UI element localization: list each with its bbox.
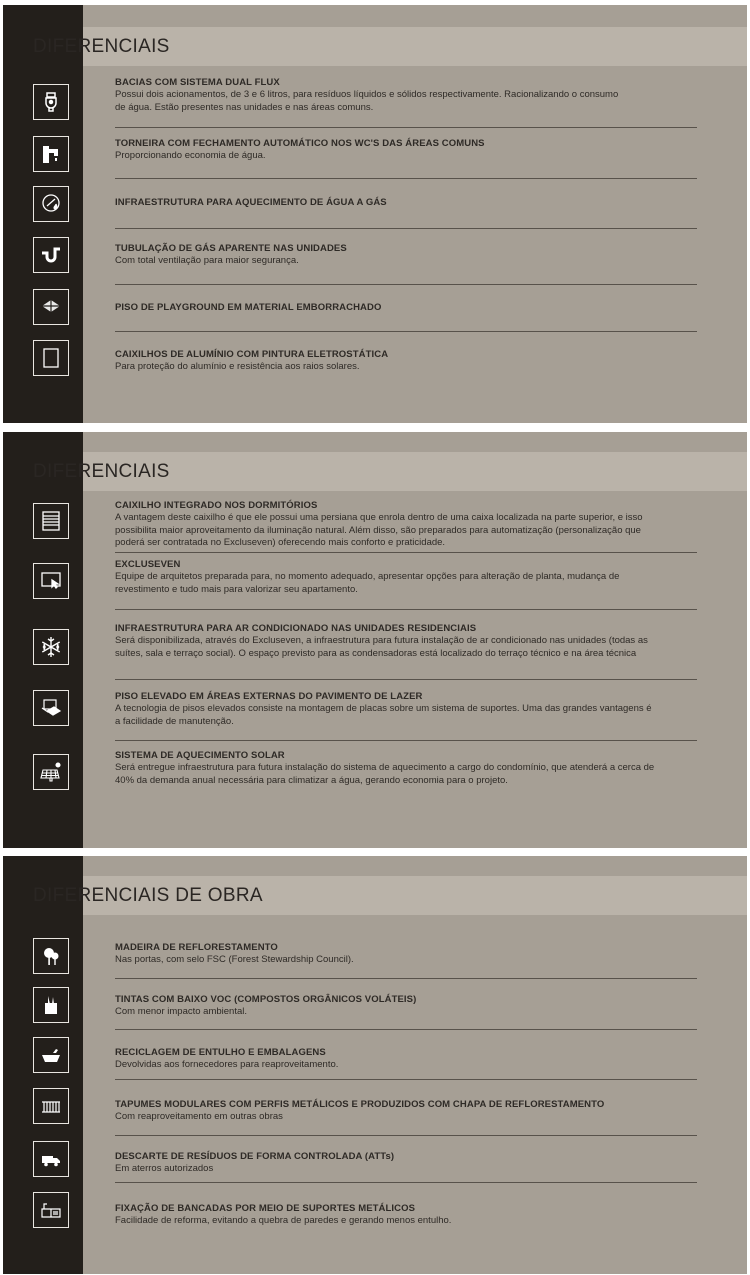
item-title: PISO DE PLAYGROUND EM MATERIAL EMBORRACHADO bbox=[115, 302, 382, 313]
item-desc-line: suítes, sala e terraço social). O espaço previsto para as condensadoras está localizado do terraço técnico e na área técnica bbox=[115, 647, 637, 659]
item-title: TAPUMES MODULARES COM PERFIS METÁLICOS E PRODUZIDOS COM CHAPA DE REFLORESTAMENTO bbox=[115, 1099, 605, 1110]
item-desc-line: Facilidade de reforma, evitando a quebra de paredes e gerando menos entulho. bbox=[115, 1215, 452, 1226]
snowflake-icon bbox=[33, 629, 69, 665]
item-title: PISO ELEVADO EM ÁREAS EXTERNAS DO PAVIMENTO DE LAZER bbox=[115, 691, 423, 702]
divider bbox=[115, 740, 697, 741]
paint-brush-icon bbox=[33, 987, 69, 1023]
divider bbox=[115, 978, 697, 979]
countertop-icon bbox=[33, 1192, 69, 1228]
solar-panel-icon bbox=[33, 754, 69, 790]
playground-floor-icon bbox=[33, 289, 69, 325]
divider bbox=[115, 331, 697, 332]
list-item bbox=[115, 942, 697, 967]
item-desc-line: Em aterros autorizados bbox=[115, 1163, 214, 1174]
item-desc-line: Equipe de arquitetos preparada para, no momento adequado, apresentar opções para alteração de planta, mudança de bbox=[115, 571, 620, 582]
item-title: CAIXILHOS DE ALUMÍNIO COM PINTURA ELETROSTÁTICA bbox=[115, 349, 389, 360]
window-frame-icon bbox=[33, 340, 69, 376]
section-title: DIFERENCIAIS DE OBRA bbox=[33, 885, 263, 906]
item-title: FIXAÇÃO DE BANCADAS POR MEIO DE SUPORTES METÁLICOS bbox=[115, 1203, 416, 1214]
item-title: INFRAESTRUTURA PARA AQUECIMENTO DE ÁGUA A GÁS bbox=[115, 197, 387, 208]
item-desc-line: Será entregue infraestrutura para futura instalação do sistema de aquecimento a cargo do condomínio, que atenderá a cerca de bbox=[115, 762, 655, 773]
item-desc-line: de água. Estão presentes nas unidades e nas áreas comuns. bbox=[115, 101, 374, 113]
blind-window-icon bbox=[33, 503, 69, 539]
list-item bbox=[115, 197, 697, 209]
item-title: MADEIRA DE REFLORESTAMENTO bbox=[115, 942, 278, 953]
section-title: DIFERENCIAIS bbox=[33, 36, 170, 57]
divider bbox=[115, 1029, 697, 1030]
item-title: INFRAESTRUTURA PARA AR CONDICIONADO NAS UNIDADES RESIDENCIAIS bbox=[115, 623, 477, 634]
item-desc-line: Devolvidas aos fornecedores para reaproveitamento. bbox=[115, 1059, 339, 1070]
item-desc-line: Com reaproveitamento em outras obras bbox=[115, 1111, 283, 1122]
item-desc-line: revestimento e tudo mais para valorizar seu apartamento. bbox=[115, 583, 358, 595]
divider bbox=[115, 127, 697, 128]
divider bbox=[115, 1135, 697, 1136]
divider bbox=[115, 178, 697, 179]
list-item bbox=[115, 1047, 697, 1072]
list-item bbox=[115, 559, 697, 596]
section-title: DIFERENCIAIS bbox=[33, 461, 170, 482]
divider bbox=[115, 1079, 697, 1080]
item-desc-line: A vantagem deste caixilho é que ele possui uma persiana que enrola dentro de uma caixa localizada na parte superior, e isso bbox=[115, 512, 643, 523]
list-item bbox=[115, 994, 697, 1019]
list-item bbox=[115, 1203, 697, 1228]
item-title: EXCLUSEVEN bbox=[115, 559, 181, 570]
item-title: TINTAS COM BAIXO VOC (COMPOSTOS ORGÂNICOS VOLÁTEIS) bbox=[115, 994, 417, 1005]
item-desc-line: Proporcionando economia de água. bbox=[115, 150, 266, 161]
list-item bbox=[115, 691, 697, 728]
divider bbox=[115, 228, 697, 229]
list-item bbox=[115, 138, 697, 163]
item-title: BACIAS COM SISTEMA DUAL FLUX bbox=[115, 77, 280, 88]
list-item bbox=[115, 302, 697, 314]
divider bbox=[115, 609, 697, 610]
divider bbox=[115, 1182, 697, 1183]
item-desc-line: Com total ventilação para maior segurança. bbox=[115, 255, 299, 266]
item-desc-line: A tecnologia de pisos elevados consiste na montagem de placas sobre um sistema de suportes. Uma das grandes vantagens é bbox=[115, 703, 652, 714]
list-item bbox=[115, 1151, 697, 1176]
panel-diferenciais-2 bbox=[3, 432, 747, 848]
item-desc-line: Nas portas, com selo FSC (Forest Stewardship Council). bbox=[115, 954, 354, 965]
divider bbox=[115, 284, 697, 285]
item-title: DESCARTE DE RESÍDUOS DE FORMA CONTROLADA (ATTs) bbox=[115, 1151, 395, 1162]
list-item bbox=[115, 623, 697, 660]
raised-floor-icon bbox=[33, 690, 69, 726]
panel-diferenciais-de-obra bbox=[3, 856, 747, 1274]
divider bbox=[115, 552, 697, 553]
list-item bbox=[115, 349, 697, 374]
item-desc-line: poderá ser contratada no Excluseven) oferecendo mais conforto e praticidade. bbox=[115, 537, 446, 548]
item-desc-line: possibilita maior aproveitamento da iluminação natural. Além disso, são preparados para automatização (personalização que bbox=[115, 524, 641, 536]
item-title: SISTEMA DE AQUECIMENTO SOLAR bbox=[115, 750, 285, 761]
toilet-icon bbox=[33, 84, 69, 120]
gas-heater-icon bbox=[33, 186, 69, 222]
recycle-bin-icon bbox=[33, 1037, 69, 1073]
list-item bbox=[115, 77, 697, 114]
item-desc-line: Possui dois acionamentos, de 3 e 6 litros, para resíduos líquidos e sólidos respectivamente. Racionalizando o consumo bbox=[115, 89, 619, 100]
tree-icon bbox=[33, 938, 69, 974]
screen-touch-icon bbox=[33, 563, 69, 599]
item-title: RECICLAGEM DE ENTULHO E EMBALAGENS bbox=[115, 1047, 326, 1058]
divider bbox=[115, 679, 697, 680]
faucet-icon bbox=[33, 136, 69, 172]
item-desc-line: 40% da demanda anual necessária para climatizar a água, gerando economia para o projeto. bbox=[115, 774, 508, 786]
item-title: TORNEIRA COM FECHAMENTO AUTOMÁTICO NOS WC'S DAS ÁREAS COMUNS bbox=[115, 138, 485, 149]
list-item bbox=[115, 243, 697, 268]
list-item bbox=[115, 500, 697, 550]
truck-icon bbox=[33, 1141, 69, 1177]
item-title: TUBULAÇÃO DE GÁS APARENTE NAS UNIDADES bbox=[115, 243, 347, 254]
item-desc-line: Para proteção do alumínio e resistência aos raios solares. bbox=[115, 361, 360, 372]
item-desc-line: Com menor impacto ambiental. bbox=[115, 1006, 247, 1017]
item-title: CAIXILHO INTEGRADO NOS DORMITÓRIOS bbox=[115, 500, 318, 511]
item-desc-line: Será disponibilizada, através do Excluseven, a infraestrutura para futura instalação de ar condicionado nas unidades (todas as bbox=[115, 635, 648, 646]
list-item bbox=[115, 1099, 697, 1124]
item-desc-line: a facilidade de manutenção. bbox=[115, 715, 234, 727]
fence-icon bbox=[33, 1088, 69, 1124]
panel-diferenciais-1 bbox=[3, 5, 747, 423]
pipe-icon bbox=[33, 237, 69, 273]
list-item bbox=[115, 750, 697, 787]
